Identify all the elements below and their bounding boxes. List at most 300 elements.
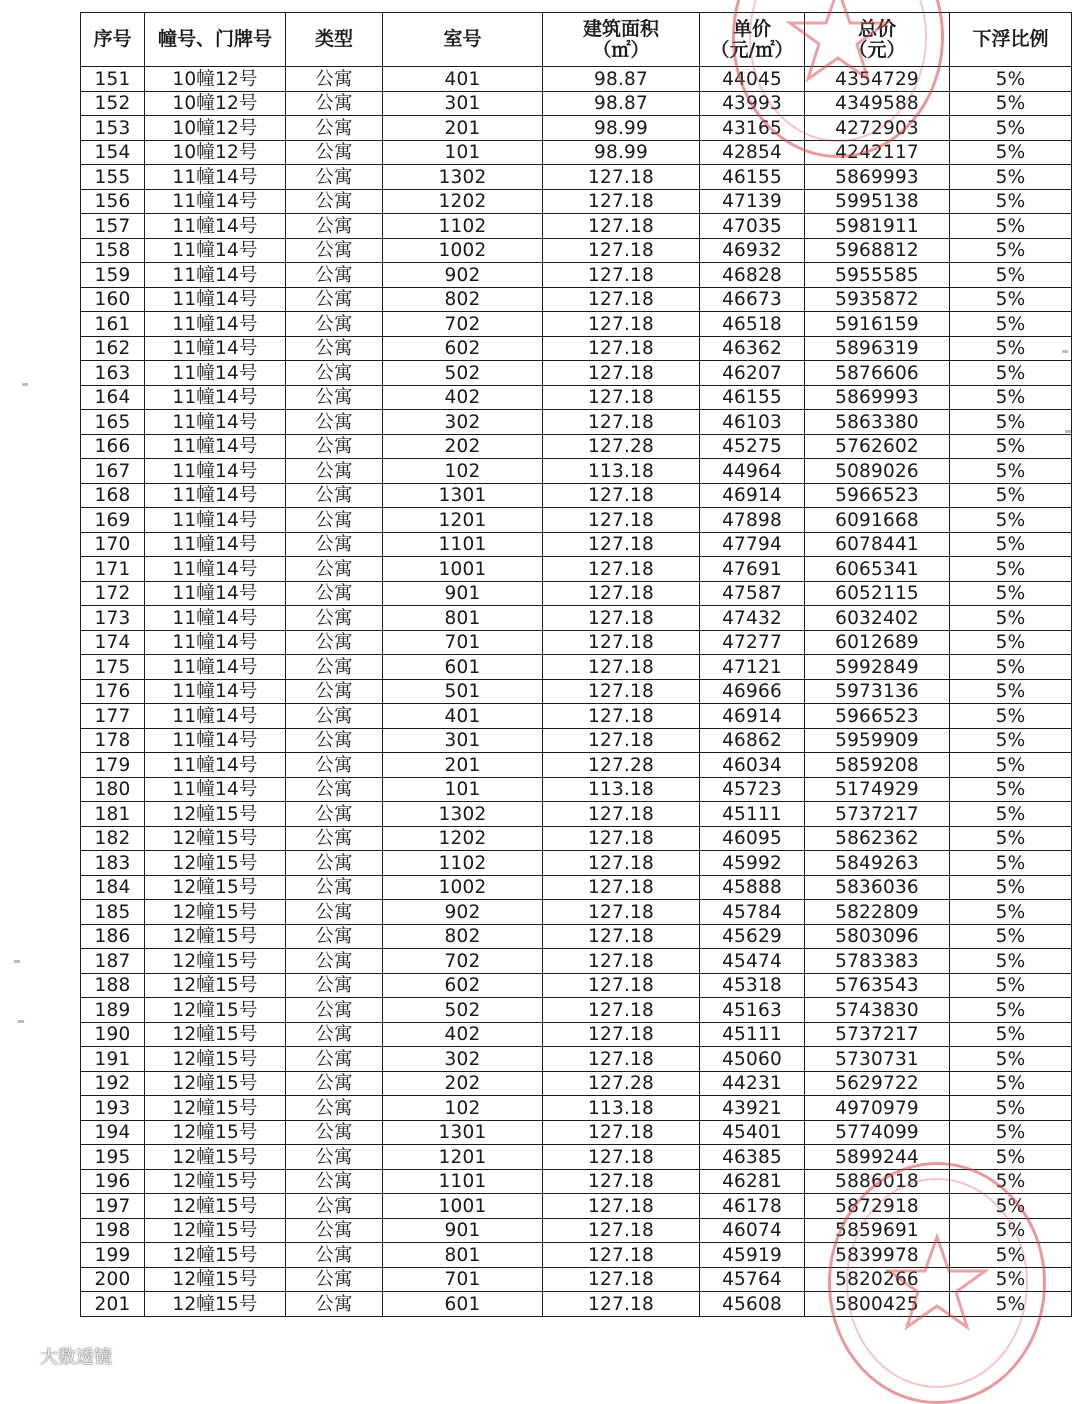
cell-unit-price: 47139 xyxy=(700,189,805,214)
cell-type: 公寓 xyxy=(286,1218,383,1243)
cell-type: 公寓 xyxy=(286,777,383,802)
cell-area: 127.18 xyxy=(543,1120,700,1145)
cell-unit-price: 42854 xyxy=(700,140,805,165)
cell-type: 公寓 xyxy=(286,1022,383,1047)
cell-seq: 160 xyxy=(81,287,145,312)
table-row xyxy=(81,704,1072,729)
cell-unit-price: 45111 xyxy=(700,1022,805,1047)
cell-building: 12幢15号 xyxy=(145,924,286,949)
cell-room: 1101 xyxy=(383,1169,543,1194)
cell-building: 11幢14号 xyxy=(145,385,286,410)
cell-room: 701 xyxy=(383,1267,543,1292)
cell-type: 公寓 xyxy=(286,606,383,631)
cell-discount: 5% xyxy=(950,851,1072,876)
table-row xyxy=(81,1194,1072,1219)
cell-area: 127.18 xyxy=(543,998,700,1023)
cell-unit-price: 47691 xyxy=(700,557,805,582)
table-row xyxy=(81,630,1072,655)
header-discount: 下浮比例 xyxy=(950,13,1072,67)
cell-type: 公寓 xyxy=(286,1120,383,1145)
cell-total-price: 5822809 xyxy=(805,900,950,925)
cell-room: 801 xyxy=(383,1243,543,1268)
cell-unit-price: 46074 xyxy=(700,1218,805,1243)
table-header-row xyxy=(81,13,1072,67)
cell-area: 98.99 xyxy=(543,116,700,141)
cell-building: 11幢14号 xyxy=(145,655,286,680)
cell-building: 12幢15号 xyxy=(145,802,286,827)
cell-type: 公寓 xyxy=(286,214,383,239)
cell-room: 102 xyxy=(383,1096,543,1121)
cell-type: 公寓 xyxy=(286,263,383,288)
cell-room: 1302 xyxy=(383,802,543,827)
cell-total-price: 5737217 xyxy=(805,1022,950,1047)
table-row xyxy=(81,434,1072,459)
cell-seq: 186 xyxy=(81,924,145,949)
cell-total-price: 6065341 xyxy=(805,557,950,582)
cell-type: 公寓 xyxy=(286,728,383,753)
cell-building: 12幢15号 xyxy=(145,1145,286,1170)
cell-total-price: 5869993 xyxy=(805,165,950,190)
cell-discount: 5% xyxy=(950,875,1072,900)
cell-building: 12幢15号 xyxy=(145,973,286,998)
cell-room: 1202 xyxy=(383,826,543,851)
cell-area: 127.18 xyxy=(543,508,700,533)
cell-total-price: 5849263 xyxy=(805,851,950,876)
header-total-line2: （元） xyxy=(848,38,906,61)
cell-unit-price: 46828 xyxy=(700,263,805,288)
table-row xyxy=(81,116,1072,141)
cell-total-price: 5935872 xyxy=(805,287,950,312)
cell-total-price: 5089026 xyxy=(805,459,950,484)
cell-seq: 183 xyxy=(81,851,145,876)
cell-type: 公寓 xyxy=(286,459,383,484)
cell-room: 701 xyxy=(383,630,543,655)
cell-building: 11幢14号 xyxy=(145,459,286,484)
cell-type: 公寓 xyxy=(286,1169,383,1194)
table-row xyxy=(81,361,1072,386)
cell-total-price: 5774099 xyxy=(805,1120,950,1145)
cell-area: 127.18 xyxy=(543,1169,700,1194)
cell-building: 10幢12号 xyxy=(145,140,286,165)
cell-unit-price: 47432 xyxy=(700,606,805,631)
cell-unit-price: 45888 xyxy=(700,875,805,900)
cell-area: 127.18 xyxy=(543,606,700,631)
cell-type: 公寓 xyxy=(286,116,383,141)
table-row xyxy=(81,532,1072,557)
table-row xyxy=(81,385,1072,410)
table-row xyxy=(81,263,1072,288)
cell-discount: 5% xyxy=(950,581,1072,606)
cell-discount: 5% xyxy=(950,998,1072,1023)
cell-area: 127.18 xyxy=(543,483,700,508)
cell-building: 11幢14号 xyxy=(145,630,286,655)
cell-building: 11幢14号 xyxy=(145,189,286,214)
cell-unit-price: 45318 xyxy=(700,973,805,998)
table-row xyxy=(81,1292,1072,1317)
price-list-sheet xyxy=(80,12,1069,1365)
cell-type: 公寓 xyxy=(286,287,383,312)
cell-type: 公寓 xyxy=(286,900,383,925)
cell-total-price: 5762602 xyxy=(805,434,950,459)
cell-discount: 5% xyxy=(950,1169,1072,1194)
cell-building: 11幢14号 xyxy=(145,508,286,533)
cell-unit-price: 45992 xyxy=(700,851,805,876)
cell-total-price: 5916159 xyxy=(805,312,950,337)
cell-discount: 5% xyxy=(950,1145,1072,1170)
cell-seq: 159 xyxy=(81,263,145,288)
cell-seq: 172 xyxy=(81,581,145,606)
cell-seq: 162 xyxy=(81,336,145,361)
cell-type: 公寓 xyxy=(286,1194,383,1219)
cell-discount: 5% xyxy=(950,312,1072,337)
cell-discount: 5% xyxy=(950,606,1072,631)
cell-unit-price: 46385 xyxy=(700,1145,805,1170)
cell-seq: 194 xyxy=(81,1120,145,1145)
cell-seq: 188 xyxy=(81,973,145,998)
table-row xyxy=(81,557,1072,582)
cell-seq: 151 xyxy=(81,67,145,92)
cell-type: 公寓 xyxy=(286,557,383,582)
cell-total-price: 5629722 xyxy=(805,1071,950,1096)
header-unit-price xyxy=(700,13,805,67)
cell-area: 127.18 xyxy=(543,851,700,876)
cell-room: 1001 xyxy=(383,557,543,582)
table-row xyxy=(81,508,1072,533)
cell-area: 127.18 xyxy=(543,1243,700,1268)
cell-discount: 5% xyxy=(950,1096,1072,1121)
cell-total-price: 5836036 xyxy=(805,875,950,900)
cell-type: 公寓 xyxy=(286,1267,383,1292)
header-total-line1: 总价 xyxy=(857,17,896,40)
cell-discount: 5% xyxy=(950,924,1072,949)
cell-seq: 192 xyxy=(81,1071,145,1096)
cell-discount: 5% xyxy=(950,1194,1072,1219)
cell-building: 12幢15号 xyxy=(145,1169,286,1194)
table-row xyxy=(81,91,1072,116)
cell-area: 127.18 xyxy=(543,1218,700,1243)
cell-room: 702 xyxy=(383,949,543,974)
cell-total-price: 5863380 xyxy=(805,410,950,435)
cell-unit-price: 47277 xyxy=(700,630,805,655)
table-row xyxy=(81,875,1072,900)
header-area xyxy=(543,13,700,67)
cell-total-price: 4272903 xyxy=(805,116,950,141)
table-row xyxy=(81,238,1072,263)
cell-discount: 5% xyxy=(950,214,1072,239)
cell-type: 公寓 xyxy=(286,1243,383,1268)
cell-type: 公寓 xyxy=(286,851,383,876)
cell-room: 901 xyxy=(383,1218,543,1243)
cell-discount: 5% xyxy=(950,434,1072,459)
cell-total-price: 5820266 xyxy=(805,1267,950,1292)
cell-total-price: 4970979 xyxy=(805,1096,950,1121)
cell-type: 公寓 xyxy=(286,238,383,263)
cell-total-price: 6052115 xyxy=(805,581,950,606)
table-row xyxy=(81,140,1072,165)
cell-room: 601 xyxy=(383,655,543,680)
cell-discount: 5% xyxy=(950,1243,1072,1268)
cell-area: 113.18 xyxy=(543,777,700,802)
cell-discount: 5% xyxy=(950,508,1072,533)
cell-discount: 5% xyxy=(950,410,1072,435)
cell-total-price: 5955585 xyxy=(805,263,950,288)
cell-total-price: 5872918 xyxy=(805,1194,950,1219)
cell-unit-price: 45060 xyxy=(700,1047,805,1072)
cell-total-price: 6032402 xyxy=(805,606,950,631)
cell-discount: 5% xyxy=(950,900,1072,925)
cell-total-price: 5896319 xyxy=(805,336,950,361)
cell-room: 602 xyxy=(383,973,543,998)
cell-seq: 175 xyxy=(81,655,145,680)
cell-discount: 5% xyxy=(950,165,1072,190)
cell-total-price: 5876606 xyxy=(805,361,950,386)
cell-total-price: 5859208 xyxy=(805,753,950,778)
cell-building: 12幢15号 xyxy=(145,1194,286,1219)
cell-room: 802 xyxy=(383,924,543,949)
cell-area: 127.28 xyxy=(543,753,700,778)
cell-room: 602 xyxy=(383,336,543,361)
cell-seq: 163 xyxy=(81,361,145,386)
cell-total-price: 4242117 xyxy=(805,140,950,165)
cell-discount: 5% xyxy=(950,287,1072,312)
cell-unit-price: 45163 xyxy=(700,998,805,1023)
cell-unit-price: 43993 xyxy=(700,91,805,116)
cell-type: 公寓 xyxy=(286,802,383,827)
cell-room: 1102 xyxy=(383,214,543,239)
cell-building: 11幢14号 xyxy=(145,410,286,435)
cell-type: 公寓 xyxy=(286,532,383,557)
cell-discount: 5% xyxy=(950,557,1072,582)
cell-discount: 5% xyxy=(950,1022,1072,1047)
table-row xyxy=(81,1218,1072,1243)
cell-unit-price: 46914 xyxy=(700,704,805,729)
cell-unit-price: 44045 xyxy=(700,67,805,92)
cell-building: 12幢15号 xyxy=(145,1218,286,1243)
cell-total-price: 4354729 xyxy=(805,67,950,92)
table-row xyxy=(81,679,1072,704)
cell-unit-price: 47898 xyxy=(700,508,805,533)
cell-total-price: 5959909 xyxy=(805,728,950,753)
cell-type: 公寓 xyxy=(286,361,383,386)
table-row xyxy=(81,214,1072,239)
table-row xyxy=(81,1169,1072,1194)
cell-room: 802 xyxy=(383,287,543,312)
cell-type: 公寓 xyxy=(286,1145,383,1170)
header-unit-line1: 单价 xyxy=(732,17,771,40)
cell-total-price: 5783383 xyxy=(805,949,950,974)
cell-type: 公寓 xyxy=(286,483,383,508)
cell-seq: 201 xyxy=(81,1292,145,1317)
cell-total-price: 5800425 xyxy=(805,1292,950,1317)
cell-building: 11幢14号 xyxy=(145,532,286,557)
cell-area: 127.18 xyxy=(543,336,700,361)
cell-seq: 189 xyxy=(81,998,145,1023)
cell-room: 1002 xyxy=(383,238,543,263)
cell-discount: 5% xyxy=(950,361,1072,386)
scan-speck xyxy=(22,383,28,386)
cell-area: 98.87 xyxy=(543,91,700,116)
cell-type: 公寓 xyxy=(286,1047,383,1072)
cell-room: 102 xyxy=(383,459,543,484)
table-row xyxy=(81,1267,1072,1292)
cell-total-price: 5966523 xyxy=(805,483,950,508)
cell-total-price: 5869993 xyxy=(805,385,950,410)
cell-discount: 5% xyxy=(950,630,1072,655)
cell-room: 601 xyxy=(383,1292,543,1317)
header-seq: 序号 xyxy=(81,13,145,67)
cell-unit-price: 46966 xyxy=(700,679,805,704)
cell-building: 12幢15号 xyxy=(145,1047,286,1072)
cell-seq: 193 xyxy=(81,1096,145,1121)
cell-unit-price: 46518 xyxy=(700,312,805,337)
scan-speck xyxy=(1065,430,1071,433)
cell-total-price: 5992849 xyxy=(805,655,950,680)
cell-unit-price: 45111 xyxy=(700,802,805,827)
cell-type: 公寓 xyxy=(286,924,383,949)
cell-discount: 5% xyxy=(950,728,1072,753)
table-row xyxy=(81,753,1072,778)
cell-unit-price: 46281 xyxy=(700,1169,805,1194)
cell-type: 公寓 xyxy=(286,434,383,459)
cell-area: 127.18 xyxy=(543,263,700,288)
cell-type: 公寓 xyxy=(286,826,383,851)
cell-seq: 174 xyxy=(81,630,145,655)
cell-discount: 5% xyxy=(950,777,1072,802)
cell-building: 12幢15号 xyxy=(145,826,286,851)
cell-unit-price: 45401 xyxy=(700,1120,805,1145)
cell-area: 127.18 xyxy=(543,1194,700,1219)
cell-total-price: 5973136 xyxy=(805,679,950,704)
table-row xyxy=(81,777,1072,802)
cell-seq: 164 xyxy=(81,385,145,410)
cell-area: 127.18 xyxy=(543,287,700,312)
cell-discount: 5% xyxy=(950,1047,1072,1072)
table-row xyxy=(81,1243,1072,1268)
cell-seq: 197 xyxy=(81,1194,145,1219)
cell-room: 401 xyxy=(383,704,543,729)
cell-unit-price: 45629 xyxy=(700,924,805,949)
cell-area: 127.18 xyxy=(543,1292,700,1317)
cell-discount: 5% xyxy=(950,1071,1072,1096)
table-row xyxy=(81,581,1072,606)
cell-seq: 158 xyxy=(81,238,145,263)
cell-type: 公寓 xyxy=(286,189,383,214)
cell-area: 127.18 xyxy=(543,361,700,386)
cell-discount: 5% xyxy=(950,679,1072,704)
cell-total-price: 5981911 xyxy=(805,214,950,239)
cell-total-price: 5839978 xyxy=(805,1243,950,1268)
cell-seq: 166 xyxy=(81,434,145,459)
cell-seq: 200 xyxy=(81,1267,145,1292)
table-body xyxy=(81,67,1072,1317)
table-row xyxy=(81,900,1072,925)
cell-area: 127.18 xyxy=(543,214,700,239)
cell-room: 201 xyxy=(383,116,543,141)
cell-area: 127.18 xyxy=(543,630,700,655)
cell-area: 127.18 xyxy=(543,1145,700,1170)
table-row xyxy=(81,826,1072,851)
cell-area: 127.18 xyxy=(543,581,700,606)
cell-seq: 187 xyxy=(81,949,145,974)
cell-area: 127.18 xyxy=(543,949,700,974)
cell-room: 402 xyxy=(383,385,543,410)
cell-type: 公寓 xyxy=(286,753,383,778)
cell-seq: 181 xyxy=(81,802,145,827)
watermark-text: 大数透镜 xyxy=(40,1347,112,1368)
table-row xyxy=(81,483,1072,508)
cell-room: 501 xyxy=(383,679,543,704)
cell-type: 公寓 xyxy=(286,165,383,190)
cell-discount: 5% xyxy=(950,704,1072,729)
table-row xyxy=(81,802,1072,827)
cell-room: 101 xyxy=(383,777,543,802)
cell-unit-price: 45608 xyxy=(700,1292,805,1317)
cell-room: 302 xyxy=(383,410,543,435)
cell-unit-price: 45919 xyxy=(700,1243,805,1268)
cell-building: 11幢14号 xyxy=(145,728,286,753)
cell-type: 公寓 xyxy=(286,1071,383,1096)
cell-area: 127.18 xyxy=(543,1267,700,1292)
cell-total-price: 5730731 xyxy=(805,1047,950,1072)
header-unit-line2: （元/㎡） xyxy=(710,38,794,61)
cell-seq: 191 xyxy=(81,1047,145,1072)
cell-unit-price: 47035 xyxy=(700,214,805,239)
cell-room: 301 xyxy=(383,91,543,116)
cell-discount: 5% xyxy=(950,116,1072,141)
cell-area: 127.18 xyxy=(543,826,700,851)
table-row xyxy=(81,410,1072,435)
cell-room: 801 xyxy=(383,606,543,631)
cell-room: 201 xyxy=(383,753,543,778)
table-row xyxy=(81,1096,1072,1121)
cell-type: 公寓 xyxy=(286,581,383,606)
cell-unit-price: 45784 xyxy=(700,900,805,925)
cell-seq: 177 xyxy=(81,704,145,729)
cell-total-price: 6078441 xyxy=(805,532,950,557)
cell-seq: 169 xyxy=(81,508,145,533)
table-row xyxy=(81,655,1072,680)
cell-seq: 153 xyxy=(81,116,145,141)
cell-total-price: 5862362 xyxy=(805,826,950,851)
cell-discount: 5% xyxy=(950,140,1072,165)
cell-discount: 5% xyxy=(950,973,1072,998)
cell-building: 11幢14号 xyxy=(145,581,286,606)
cell-room: 1301 xyxy=(383,1120,543,1145)
cell-room: 1301 xyxy=(383,483,543,508)
cell-type: 公寓 xyxy=(286,949,383,974)
cell-seq: 195 xyxy=(81,1145,145,1170)
table-row xyxy=(81,606,1072,631)
cell-total-price: 5174929 xyxy=(805,777,950,802)
table-row xyxy=(81,998,1072,1023)
cell-area: 127.18 xyxy=(543,238,700,263)
header-room: 室号 xyxy=(383,13,543,67)
cell-total-price: 5966523 xyxy=(805,704,950,729)
cell-seq: 155 xyxy=(81,165,145,190)
cell-room: 401 xyxy=(383,67,543,92)
cell-room: 302 xyxy=(383,1047,543,1072)
cell-total-price: 5899244 xyxy=(805,1145,950,1170)
cell-room: 202 xyxy=(383,1071,543,1096)
cell-type: 公寓 xyxy=(286,67,383,92)
cell-discount: 5% xyxy=(950,483,1072,508)
cell-area: 127.28 xyxy=(543,1071,700,1096)
cell-total-price: 6012689 xyxy=(805,630,950,655)
cell-seq: 168 xyxy=(81,483,145,508)
cell-seq: 182 xyxy=(81,826,145,851)
cell-area: 127.18 xyxy=(543,1047,700,1072)
cell-building: 11幢14号 xyxy=(145,753,286,778)
